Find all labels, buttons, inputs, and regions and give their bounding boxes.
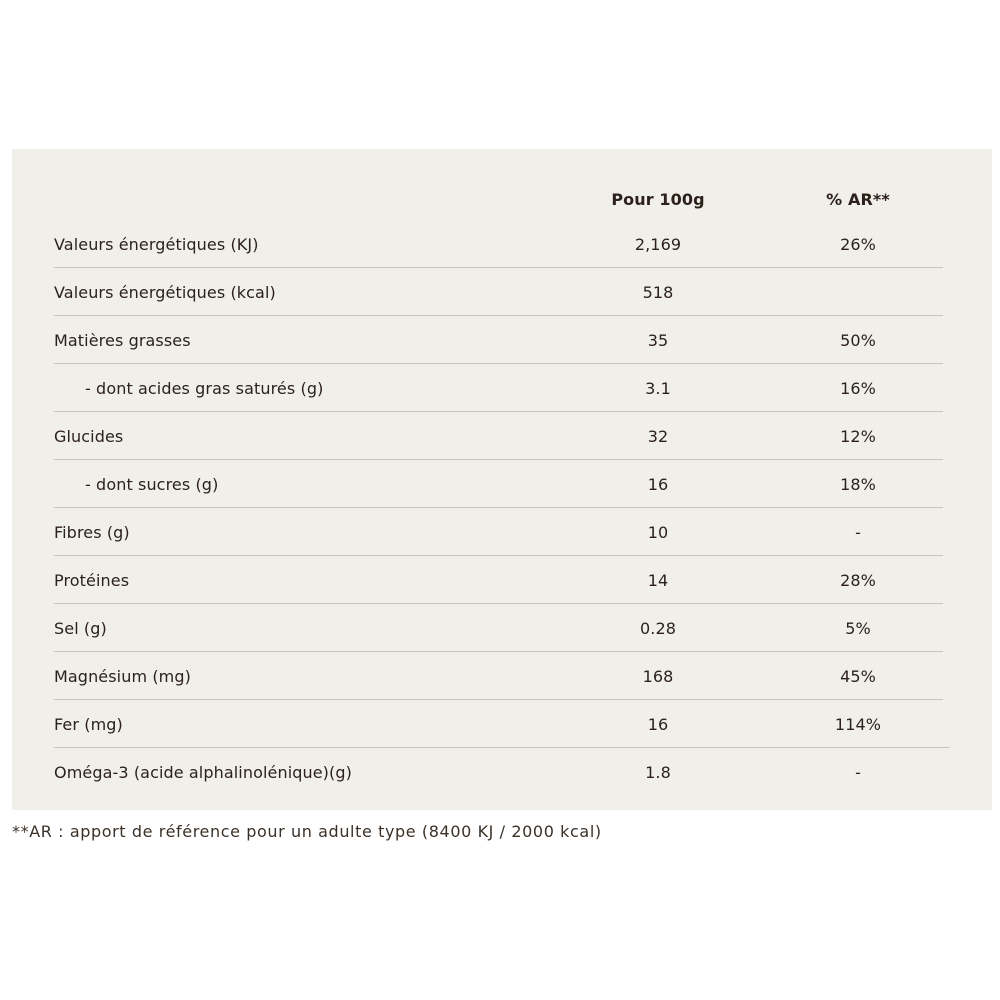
table-row	[0, 268, 1000, 316]
row-value: 518	[642, 282, 674, 302]
row-ar: 45%	[840, 666, 876, 686]
row-ar: 18%	[840, 474, 876, 494]
row-value: 1.8	[645, 762, 671, 782]
row-value: 168	[642, 666, 674, 686]
table-row	[0, 604, 1000, 652]
row-value: 10	[647, 522, 669, 542]
table-row	[0, 364, 1000, 412]
row-label: Oméga-3 (acide alphalinolénique)(g)	[54, 762, 352, 782]
row-value: 0.28	[639, 618, 677, 638]
row-ar: 28%	[840, 570, 876, 590]
row-label: Fibres (g)	[54, 522, 130, 542]
row-value: 35	[647, 330, 669, 350]
row-ar: 12%	[840, 426, 876, 446]
row-label: Matières grasses	[54, 330, 191, 350]
row-ar: -	[855, 522, 861, 542]
row-label: Valeurs énergétiques (kcal)	[54, 282, 276, 302]
row-ar: 16%	[840, 378, 876, 398]
row-value: 3.1	[645, 378, 671, 398]
row-label: Fer (mg)	[54, 714, 123, 734]
row-label: Glucides	[54, 426, 124, 446]
row-ar: 50%	[840, 330, 876, 350]
row-label: - dont acides gras saturés (g)	[85, 378, 324, 398]
row-value: 2,169	[634, 234, 682, 254]
table-row	[0, 220, 1000, 268]
row-label: Protéines	[54, 570, 130, 590]
table-row	[0, 556, 1000, 604]
table-row	[0, 316, 1000, 364]
column-header-per-100g: Pour 100g	[611, 189, 705, 209]
reference-footnote: **AR : apport de référence pour un adulte type (8400 KJ / 2000 kcal)	[12, 822, 602, 841]
row-value: 16	[647, 714, 669, 734]
row-label: Magnésium (mg)	[54, 666, 191, 686]
row-ar: -	[855, 762, 861, 782]
row-label: Valeurs énergétiques (KJ)	[54, 234, 259, 254]
row-value: 32	[647, 426, 669, 446]
row-ar: 26%	[840, 234, 876, 254]
table-row	[0, 412, 1000, 460]
row-ar: 114%	[834, 714, 882, 734]
row-label: Sel (g)	[54, 618, 107, 638]
column-header-ar: % AR**	[826, 189, 890, 209]
table-header	[0, 180, 1000, 218]
row-value: 16	[647, 474, 669, 494]
row-ar	[758, 268, 958, 316]
table-row	[0, 700, 1000, 748]
row-label: - dont sucres (g)	[85, 474, 219, 494]
table-row	[0, 508, 1000, 556]
row-value: 14	[647, 570, 669, 590]
table-row	[0, 460, 1000, 508]
row-ar: 5%	[845, 618, 871, 638]
table-row	[0, 748, 1000, 796]
table-row	[0, 652, 1000, 700]
